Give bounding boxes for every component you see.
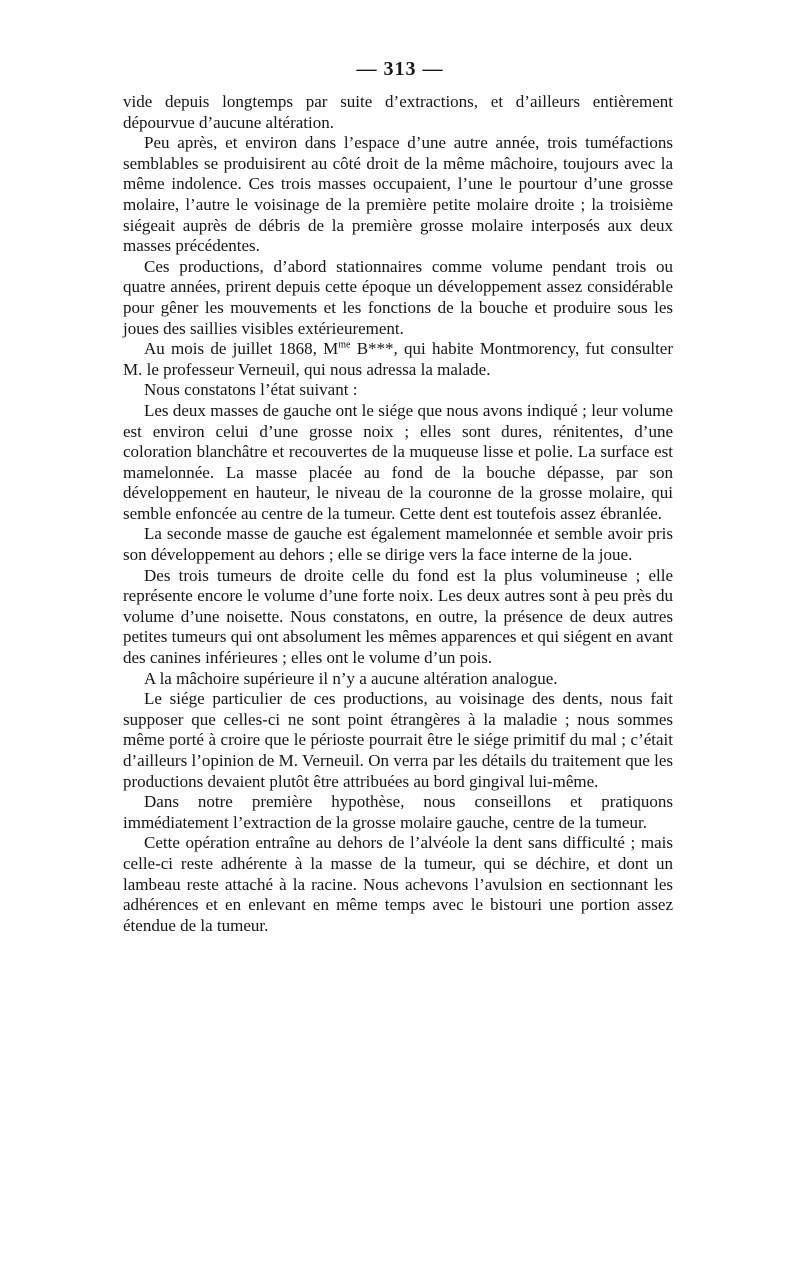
paragraph-4-superscript: me bbox=[338, 339, 351, 351]
paragraph-8: Des trois tumeurs de droite celle du fond est la plus volumineuse ; elle représente encore le volume d’une forte noix. Les deux autres sont à peu près du volume d’une noisette. Nous constatons, en outre, la présence de deux autres petites tumeurs qui ont absolument les mêmes apparences et qui siégent en avant des canines inférieures ; elles ont le volume d’un pois. bbox=[123, 565, 673, 668]
paragraph-4 bbox=[123, 339, 673, 380]
paragraph-12: Cette opération entraîne au dehors de l’alvéole la dent sans difficulté ; mais celle-ci reste adhérente à la masse de la tumeur, qui se déchire, et dont un lambeau reste attaché à la racine. Nous achevons l’avulsion en sectionnant les adhérences et en enlevant en même temps avec le bistouri une portion assez étendue de la tumeur. bbox=[123, 833, 673, 935]
paragraph-11: Dans notre première hypothèse, nous conseillons et pratiquons immédiatement l’extraction de la grosse molaire gauche, centre de la tumeur. bbox=[123, 792, 673, 832]
paragraph-10: Le siége particulier de ces productions, au voisinage des dents, nous fait supposer que celles-ci ne sont point étrangères à la maladie ; nous sommes même porté à croire que le périoste pourrait être le siége primitif du mal ; c’était d’ailleurs l’opinion de M. Verneuil. On verra par les détails du traitement que les productions devaient plutôt être attribuées au bord gingival lui-même. bbox=[123, 689, 673, 791]
page-number: — 313 — bbox=[356, 58, 444, 80]
paragraph-5: Nous constatons l’état suivant : bbox=[144, 380, 358, 400]
paragraph-1: vide depuis longtemps par suite d’extractions, et d’ailleurs entièrement dépourvue d’aucune altération. bbox=[123, 92, 673, 132]
paragraph-2: Peu après, et environ dans l’espace d’une autre année, trois tuméfactions semblables se produisirent au côté droit de la même mâchoire, toujours avec la même indolence. Ces trois masses occupaient, l’une le pourtour d’une grosse molaire, l’autre le voisinage de la première petite molaire droite ; la troisième siégeait auprès de débris de la première grosse molaire interposés aux deux masses précédentes. bbox=[123, 133, 673, 256]
body-text bbox=[123, 92, 673, 936]
paragraph-4-end: B***, qui habite Montmorency, fut consulter M. le professeur Verneuil, qui nous adressa la malade. bbox=[123, 339, 673, 379]
paragraph-4-start: Au mois de juillet 1868, M bbox=[144, 339, 339, 359]
paragraph-3: Ces productions, d’abord stationnaires comme volume pendant trois ou quatre années, prirent depuis cette époque un développement assez considérable pour gêner les mouvements et les fonctions de la bouche et produire sous les joues des saillies visibles extérieurement. bbox=[123, 256, 673, 338]
paragraph-7: La seconde masse de gauche est également mamelonnée et semble avoir pris son développement au dehors ; elle se dirige vers la face interne de la joue. bbox=[123, 524, 673, 565]
paragraph-9: A la mâchoire supérieure il n’y a aucune altération analogue. bbox=[144, 668, 558, 688]
paragraph-6: Les deux masses de gauche ont le siége que nous avons indiqué ; leur volume est environ celui d’une grosse noix ; elles sont dures, rénitentes, d’une coloration blanchâtre et recouvertes de la muqueuse lisse et polie. La surface est mamelonnée. La masse placée au fond de la bouche dépasse, par son développement en hauteur, le niveau de la couronne de la grosse molaire, qui semble enfoncée au centre de la tumeur. Cette dent est toutefois assez ébranlée. bbox=[123, 400, 673, 523]
